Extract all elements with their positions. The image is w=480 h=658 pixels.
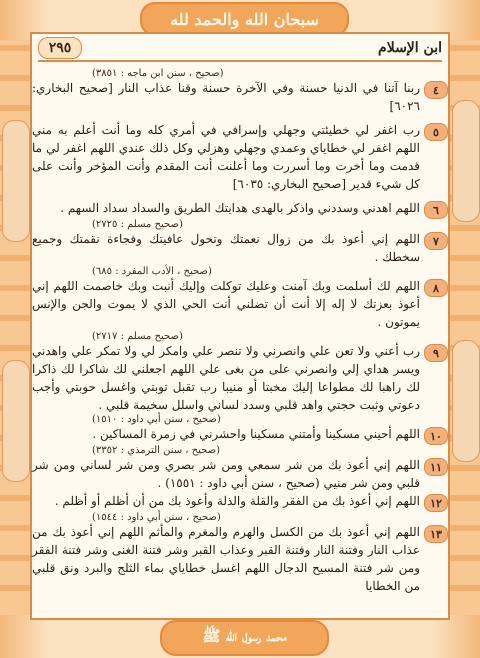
dua-item bbox=[32, 414, 448, 445]
dua-text: اللهم اهدني وسددني واذكر بالهدى هدايتك الطريق والسداد سداد السهم . bbox=[60, 201, 420, 215]
bottom-calligraphy-banner bbox=[160, 620, 329, 656]
dua-text: اللهم لك أسلمت وبك آمنت وعليك توكلت وإليك أنبت وبك خاصمت اللهم إني أعوذ بعزتك لا إله إلا أنت أن تضلني أنت الحي الذي لا يموت والجن والإنس يموتون . bbox=[32, 279, 420, 329]
dua-text: اللهم إني أعوذ بك من زوال نعمتك وتحول عافيتك وفجاءة نقمتك وجميع سخطك . bbox=[32, 232, 421, 264]
book-title: ابن الإسلام bbox=[378, 40, 442, 56]
dua-list bbox=[32, 68, 448, 595]
dua-text: رب أعني ولا تعن علي وانصرني ولا تنصر علي وامكر لي ولا تمكر علي واهدني ويسر هداي إلي وانصرني على من بغى علي اللهم اجعلني لك شاكرا لك ذاكرا لك راهبا لك مطواعا إليك مخبتا أو منيبا رب تقبل توبتي واغسل حوبتي وأجب دعوتي وثبت حجتي واهد قلبي وسدد لساني واسلل سخيمة قلبي . bbox=[32, 344, 420, 412]
number-badge: ١١ bbox=[424, 458, 448, 476]
right-ornament bbox=[450, 40, 480, 615]
dua-item bbox=[32, 512, 448, 595]
dua-text: اللهم أحيني مسكينا وأمتني مسكينا واحشرني في زمرة المساكين . bbox=[92, 427, 420, 441]
page-number-badge: ٢٩٥ bbox=[38, 37, 82, 59]
number-badge: ١٢ bbox=[424, 494, 448, 512]
left-calligraphy-panel bbox=[2, 360, 30, 482]
number-badge: ٧ bbox=[424, 232, 448, 250]
dua-item bbox=[32, 331, 448, 414]
dua-item bbox=[32, 266, 448, 331]
source-ref: (صحيح ، سنن أبي داود : ١٥١٠) bbox=[92, 414, 221, 425]
dua-item bbox=[32, 445, 448, 492]
dua-text: اللهم إني أعوذ بك من الفقر والقلة والذلة وأعوذ بك من أن أظلم أو أظلم . bbox=[54, 494, 420, 508]
right-calligraphy-panel bbox=[452, 100, 480, 222]
dua-text: اللهم إني أعوذ بك من الكسل والهرم والمغرم والمأثم اللهم إني أعوذ بك من عذاب النار وفتنة النار وفتنة القبر وعذاب القبر وشر فتنة الغنى وشر فتنة الفقر ومن شر فتنة المسيح الدجال اللهم اغسل خطاياي بماء الثلج والبرد ونق قلبي من الخطايا bbox=[32, 525, 420, 593]
dua-item bbox=[32, 199, 448, 219]
dua-text: اللهم إني أعوذ بك من شر سمعي ومن شر بصري ومن شر لساني ومن شر قلبي ومن شر منيي (صحيح ، سنن أبي داود : ١٥٥١) . bbox=[32, 458, 420, 490]
dua-item bbox=[32, 68, 448, 115]
left-calligraphy-panel bbox=[2, 120, 30, 242]
number-badge: ٤ bbox=[424, 81, 448, 99]
page-header bbox=[38, 36, 442, 62]
source-ref: (صحيح مسلم : ٢٧١٧) bbox=[92, 331, 183, 342]
source-ref: (صحيح مسلم : ٢٧٢٥) bbox=[92, 219, 183, 230]
number-badge: ٨ bbox=[424, 279, 448, 297]
left-ornament bbox=[0, 40, 30, 615]
content-panel bbox=[30, 32, 450, 620]
number-badge: ٥ bbox=[424, 123, 448, 141]
top-banner-text: سبحان الله والحمد لله bbox=[170, 9, 319, 29]
source-ref: (صحيح ، سنن أبي داود : ١٥٤٤) bbox=[92, 512, 221, 523]
source-ref: (صحيح ، الأدب المفرد : ٦٨٥) bbox=[92, 266, 212, 277]
dua-item bbox=[32, 492, 448, 512]
number-badge: ١٣ bbox=[424, 525, 448, 543]
dua-text: رب اغفر لي خطيئتي وجهلي وإسرافي في أمري كله وما أنت أعلم به مني اللهم اغفر لي خطاياي وعمدي وجهلي وهزلي وكل ذلك عندي اللهم اغفر لي ما قدمت وما أخرت وما أسررت وما أعلنت أنت المقدم وأنت المؤخر وأنت على كل شيء قدير [صحيح البخاري: ٦٠٣٥] bbox=[32, 123, 420, 191]
number-badge: ٩ bbox=[424, 344, 448, 362]
source-ref: (صحيح ، سنن الترمذي : ٣٣٥٢) bbox=[92, 445, 221, 456]
number-badge: ١٠ bbox=[424, 427, 448, 445]
top-calligraphy-banner bbox=[140, 2, 349, 36]
bottom-banner-text: محمد رسول الله ﷺ bbox=[202, 627, 287, 645]
right-calligraphy-panel bbox=[452, 340, 480, 462]
dua-text: ربنا آتنا في الدنيا حسنة وفي الآخرة حسنة وقنا عذاب النار [صحيح البخاري: ٦٠٢٦] bbox=[32, 81, 420, 113]
dua-item bbox=[32, 121, 448, 193]
source-ref: (صحيح ، سنن ابن ماجه : ٣٨٥١) bbox=[92, 68, 224, 79]
number-badge: ٦ bbox=[424, 201, 448, 219]
dua-item bbox=[32, 219, 448, 266]
